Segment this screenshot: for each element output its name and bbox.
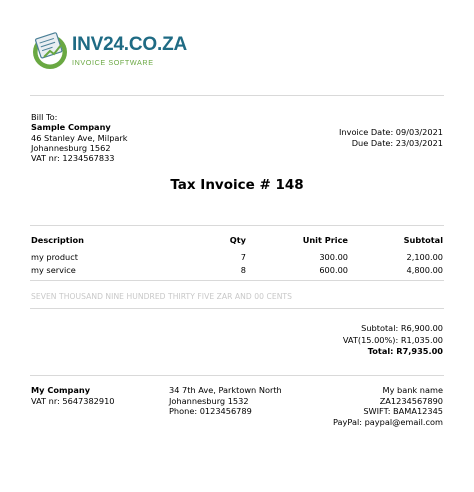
column-header-unit-price: Unit Price: [302, 235, 348, 245]
totals-divider: [30, 308, 444, 309]
footer-address-line-2: Johannesburg 1532: [169, 396, 249, 406]
row-2-subtotal: 4,800.00: [406, 265, 443, 275]
bill-to-vat: VAT nr: 1234567833: [31, 153, 115, 163]
bill-to-address-line-2: Johannesburg 1562: [31, 143, 111, 153]
totals-vat: VAT(15.00%): R1,035.00: [342, 335, 443, 345]
footer-phone: Phone: 0123456789: [169, 406, 252, 416]
column-header-qty: Qty: [229, 235, 246, 245]
column-header-description: Description: [31, 235, 84, 245]
row-2-description: my service: [31, 265, 76, 275]
column-header-subtotal: Subtotal: [403, 235, 443, 245]
footer-company-name: My Company: [31, 385, 91, 395]
row-2-qty: 8: [240, 265, 246, 275]
footer-bank-account: ZA1234567890: [379, 396, 443, 406]
footer-divider: [30, 375, 444, 376]
footer-swift: SWIFT: BAMA12345: [363, 406, 443, 416]
logo-tagline: INVOICE SOFTWARE: [72, 58, 154, 67]
row-1-unit-price: 300.00: [319, 252, 348, 262]
row-1-subtotal: 2,100.00: [406, 252, 443, 262]
table-bottom-divider: [30, 280, 444, 281]
header-divider: [30, 95, 444, 96]
footer-address-line-1: 34 7th Ave, Parktown North: [169, 385, 282, 395]
bill-to-address-line-1: 46 Stanley Ave, Milpark: [31, 133, 128, 143]
amount-in-words: SEVEN THOUSAND NINE HUNDRED THIRTY FIVE ZAR AND 00 CENTS: [31, 292, 292, 301]
footer-paypal: PayPal: paypal@email.com: [332, 417, 443, 427]
row-1-qty: 7: [240, 252, 246, 262]
totals-grand-total: Total: R7,935.00: [367, 346, 443, 356]
logo-name: INV24.CO.ZA: [72, 34, 187, 55]
due-date: Due Date: 23/03/2021: [351, 138, 443, 148]
invoice-date: Invoice Date: 09/03/2021: [339, 127, 443, 137]
footer-company-vat: VAT nr: 5647382910: [31, 396, 115, 406]
footer-bank-name: My bank name: [382, 385, 443, 395]
company-logo: [30, 30, 187, 72]
bill-to-company: Sample Company: [31, 122, 111, 132]
invoice-title: Tax Invoice # 148: [170, 177, 304, 193]
invoice-document-icon: [30, 30, 70, 70]
table-top-divider: [30, 225, 444, 226]
totals-subtotal: Subtotal: R6,900.00: [361, 323, 443, 333]
row-1-description: my product: [31, 252, 78, 262]
row-2-unit-price: 600.00: [319, 265, 348, 275]
bill-to-heading: Bill To:: [31, 112, 58, 122]
